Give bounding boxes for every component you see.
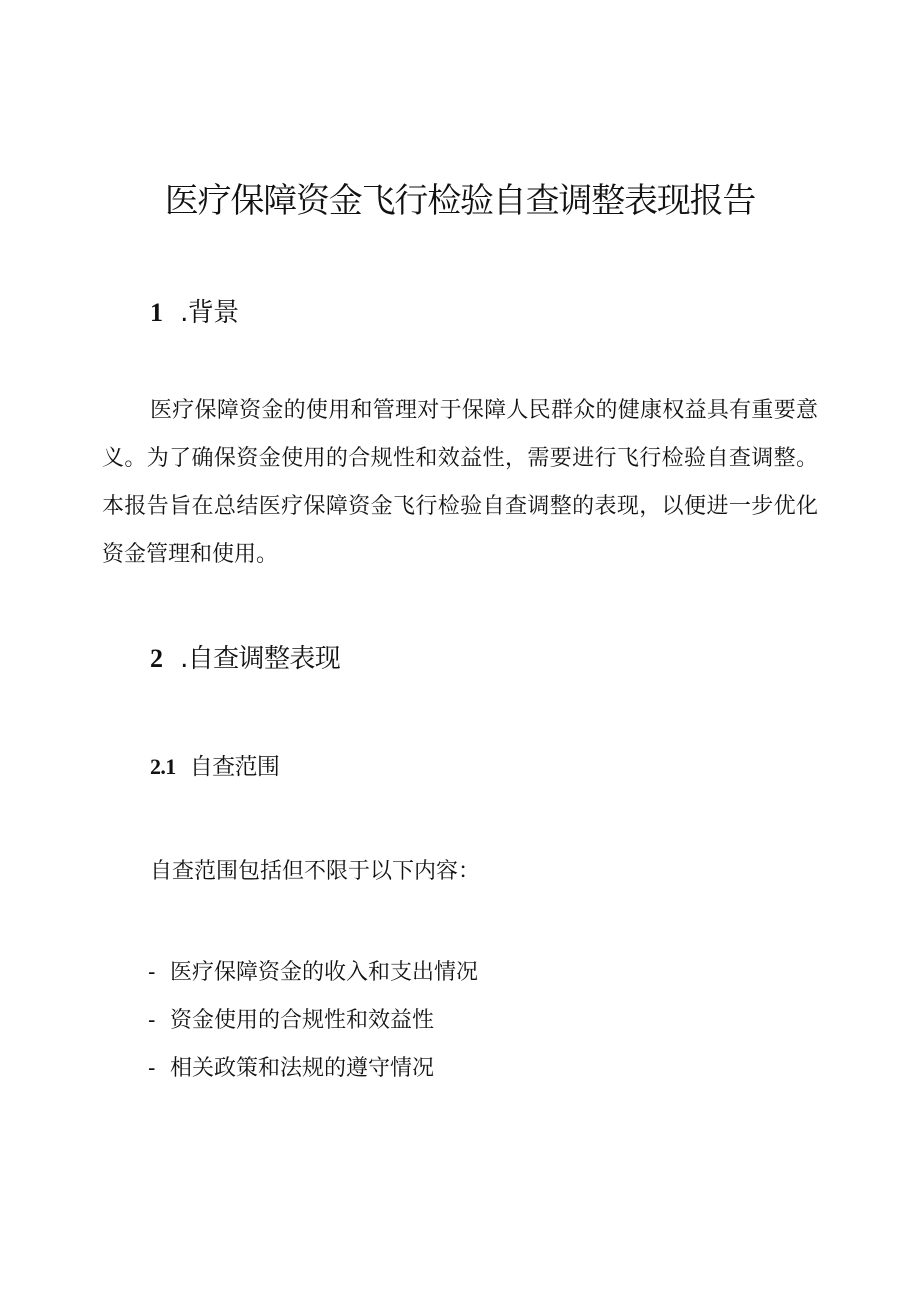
subsection-2-1-title: 自查范围	[189, 754, 280, 780]
section-2-number: 2	[150, 644, 163, 673]
list-item	[148, 1045, 478, 1093]
document-title: 医疗保障资金飞行检验自查调整表现报告	[164, 181, 756, 221]
scope-list	[148, 949, 478, 1093]
scope-intro: 自查范围包括但不限于以下内容：	[150, 859, 481, 884]
section-1-heading	[150, 295, 239, 331]
section-2-title: .自查调整表现	[180, 644, 341, 674]
subsection-2-1-heading	[150, 751, 279, 783]
list-item	[148, 949, 478, 997]
list-item-text: 相关政策和法规的遵守情况	[170, 1056, 435, 1081]
subsection-2-1-number: 2.1	[150, 754, 176, 779]
list-item-text: 资金使用的合规性和效益性	[170, 1008, 435, 1033]
list-marker: -	[148, 1056, 156, 1081]
section-1-title: .背景	[180, 298, 239, 328]
list-marker: -	[148, 1008, 156, 1033]
section-1-number: 1	[150, 298, 163, 327]
list-marker: -	[148, 960, 156, 985]
list-item-text: 医疗保障资金的收入和支出情况	[170, 960, 479, 985]
section-2-heading	[150, 641, 340, 677]
section-1-paragraph: 医疗保障资金的使用和管理对于保障人民群众的健康权益具有重要意义。为了确保资金使用的合规性和效益性，需要进行飞行检验自查调整。本报告旨在总结医疗保障资金飞行检验自查调整的表现，以便进一步优化资金管理和使用。	[102, 398, 818, 567]
list-item	[148, 997, 478, 1045]
